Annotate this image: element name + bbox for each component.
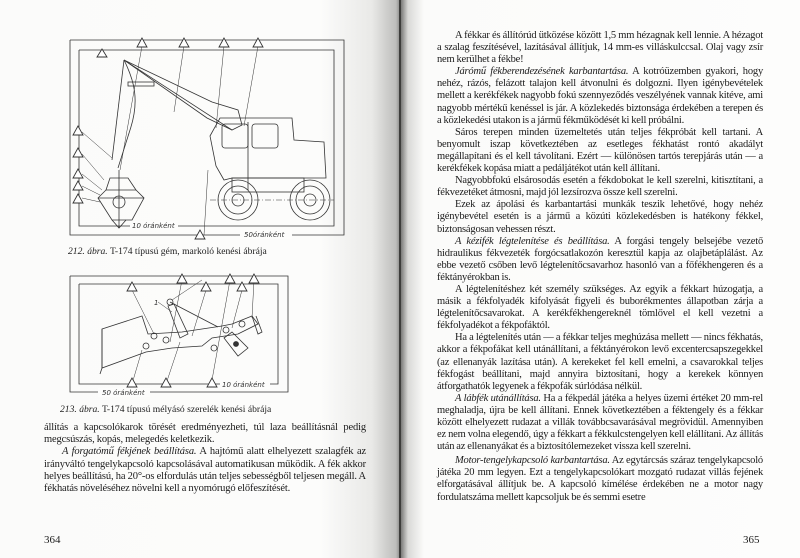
book-spine	[399, 0, 401, 558]
figure-212-caption-text: T-174 típusú gém, markoló kenési ábrája	[107, 246, 267, 257]
figure-212-caption	[68, 246, 267, 257]
lubrication-point-icon	[201, 282, 211, 291]
lubrication-point-icon	[127, 282, 137, 291]
lubrication-point-icon	[179, 38, 189, 47]
figure-213-backhoe-lubrication-diagram	[62, 272, 302, 400]
excavator-drawing	[62, 30, 362, 242]
label-10-hours: 10 óránként	[222, 381, 265, 389]
label-10-hours: 10 óránként	[132, 222, 175, 230]
lubrication-point-icon	[237, 282, 247, 291]
paragraph	[437, 236, 763, 284]
paragraph: Ha a légtelenítés után — a fékkar teljes meghúzása mellett — nincs fékhatás, akkor a fékpofákat kell utánállítani, a féktányérokon levő excentercsapszegekkel (az ellenanyák lazítása után). A kerekeket fel kell emelni, a csavarokkal teljes fékfogást beállítani, majd annyira biztosítani, hogy a kerekek könnyen átforgathatók legyenek a fékpofák súrlódása nélkül.	[437, 332, 763, 392]
section-heading: Járómű fékberendezésének karbantartása.	[455, 66, 629, 78]
section-heading: A lábfék utánállítása.	[455, 392, 541, 404]
paragraph-text: A kotróüzemben gyakori, hogy nehéz, rázós, felázott talajon kell átvonulni és dolgozni. Ilyen igénybevételek mellett a kerékfékek nagyobb fokú szennyeződés veszélyének vannak kitéve, ami nagyobb mértékű kenéssel is jár. A közlekedés biztonsága érdekében a terepen és a közlekedési utakon is a jármű fékműködését ki kell próbálni.	[437, 66, 763, 126]
paragraph: állítás a kapcsolókarok törését eredményezheti, túl laza beállításnál pedig megcsúszás, kopás, melegedés keletkezik.	[44, 422, 366, 446]
figure-213-number: 213. ábra.	[60, 404, 100, 415]
frame-50-hours	[70, 276, 288, 392]
lubrication-point-icon	[73, 169, 83, 178]
page-number: 365	[743, 534, 760, 546]
figure-213-caption-text: T-174 típusú mélyásó szerelék kenési ábrája	[99, 404, 272, 415]
lubrication-point-icon	[161, 378, 171, 387]
lubrication-point-icon	[73, 181, 83, 190]
right-body-text	[437, 30, 763, 504]
lubrication-point-icon	[249, 274, 259, 283]
section-heading: A kézifék légtelenítése és beállítása.	[455, 235, 610, 247]
label-50-hours: 50 óránként	[102, 389, 145, 397]
backhoe-drawing	[62, 272, 302, 400]
left-body-text	[44, 422, 366, 495]
paragraph: Nagyobbfokú elsárosodás esetén a fékdobokat le kell szerelni, kitisztítani, a fékvezetéket átmosni, majd jól lezsírozva össze kell szerelni.	[437, 175, 763, 199]
lubrication-point-icon	[73, 194, 83, 203]
paragraph	[437, 393, 763, 453]
lubrication-point-icon	[225, 274, 235, 283]
paragraph-text: Ha a fékpedál játéka a helyes üzemi értéket 20 mm-rel meghaladja, újra be kell állítani. Ennek következtében a féktengely és a fékkar között elhelyezett rudazat a villák továbbcsavarásával megrövidül. Amennyiben ez nem volna elegendő, úgy a fékkart a fékkulcstengelyen kell elállítani. Az állítás után az ellenanyákat és a biztosítólemezeket vissza kell szerelni.	[437, 392, 763, 453]
lubrication-point-icon	[137, 38, 147, 47]
lubrication-point-icon	[73, 148, 83, 157]
lubrication-point-icon	[177, 274, 187, 283]
paragraph-text: Az egytárcsás száraz tengelykapcsoló játéka 20 mm legyen. Ezt a tengelykapcsolókart mozgató rudazat villás fejének elforgatásával állítjuk be. A kapcsoló kímélése érdekében ne a motor nagy fordulatszáma mellett kapcsoljuk be és semmi esetre	[437, 455, 763, 503]
section-heading: A forgatómű fékjének beállítása.	[62, 446, 197, 458]
lubrication-point-icon	[127, 378, 137, 387]
paragraph: A fékkar és állítórúd ütközése között 1,5 mm hézagnak kell lennie. A hézagot a szalag feszítésével, lazításával állítjuk, 14 mm-es villáskulccsal. Olaj vagy zsír nem kerülhet a fékbe!	[437, 30, 763, 66]
lubrication-point-icon	[207, 378, 217, 387]
figure-212-excavator-lubrication-diagram	[62, 30, 362, 242]
figure-213-caption	[60, 404, 271, 415]
paragraph: A légtelenítéshez két személy szükséges. Az egyik a fékkart húzogatja, a másik a fékfolyadék kifolyását figyeli és buborékmentes állapotban zárja a légtelenítőcsavarokat. A kerékfékhengereknél tömlővel el kell vezetni a fékfolyadékot a fékpofáktól.	[437, 283, 763, 332]
lubrication-point-icon	[219, 38, 229, 47]
paragraph-text: A hajtómű alatt elhelyezett szalagfék az irányváltó tengelykapcsoló kapcsolásával automatikusan működik. A fék akkor helyes beállítású, ha 20°-os elfordulás után teljes sebességből teljesen megáll. A fékhatás növeléséhez növelni kell a nyomórugó előfeszítését.	[44, 446, 366, 495]
paragraph	[437, 455, 763, 503]
paragraph	[44, 446, 366, 495]
lubrication-point-icon	[253, 38, 263, 47]
section-heading: Motor-tengelykapcsoló karbantartása.	[455, 455, 610, 467]
frame-50-hours	[70, 40, 344, 235]
lubrication-point-icon	[73, 126, 83, 135]
paragraph: Ezek az ápolási és karbantartási munkák teszik lehetővé, hogy nehéz igénybevétel esetén is a jármű a közúti közlekedésben is hatékony fékkel, biztonságosan vehessen részt.	[437, 199, 763, 235]
part-label: 1	[154, 299, 159, 307]
label-50-hours: 50óránként	[244, 231, 285, 239]
figure-212-number: 212. ábra.	[68, 246, 108, 257]
page-number: 364	[44, 534, 61, 546]
paragraph	[437, 66, 763, 126]
paragraph-text: A forgási tengely belsejébe vezető hidraulikus fékvezeték forgócsatlakozón keresztül kapja az olajbetáplálást. Az ebbe vezető csőben levő légtelenítőcsavarhoz hasonló van a főfékhengeren és a féktányérokban is.	[437, 235, 763, 283]
paragraph: Sáros terepen minden üzemeltetés után teljes fékpróbát kell tartani. A benyomult iszap következtében az esetleges fékhatást rontó akadályt megállapítani és el kell távolítani. Ezért — különösen tartós terepjárás után — a kerékfékek kopása miatt a pedáljátékot után kell állítani.	[437, 126, 763, 175]
lubrication-point-icon	[195, 230, 205, 239]
